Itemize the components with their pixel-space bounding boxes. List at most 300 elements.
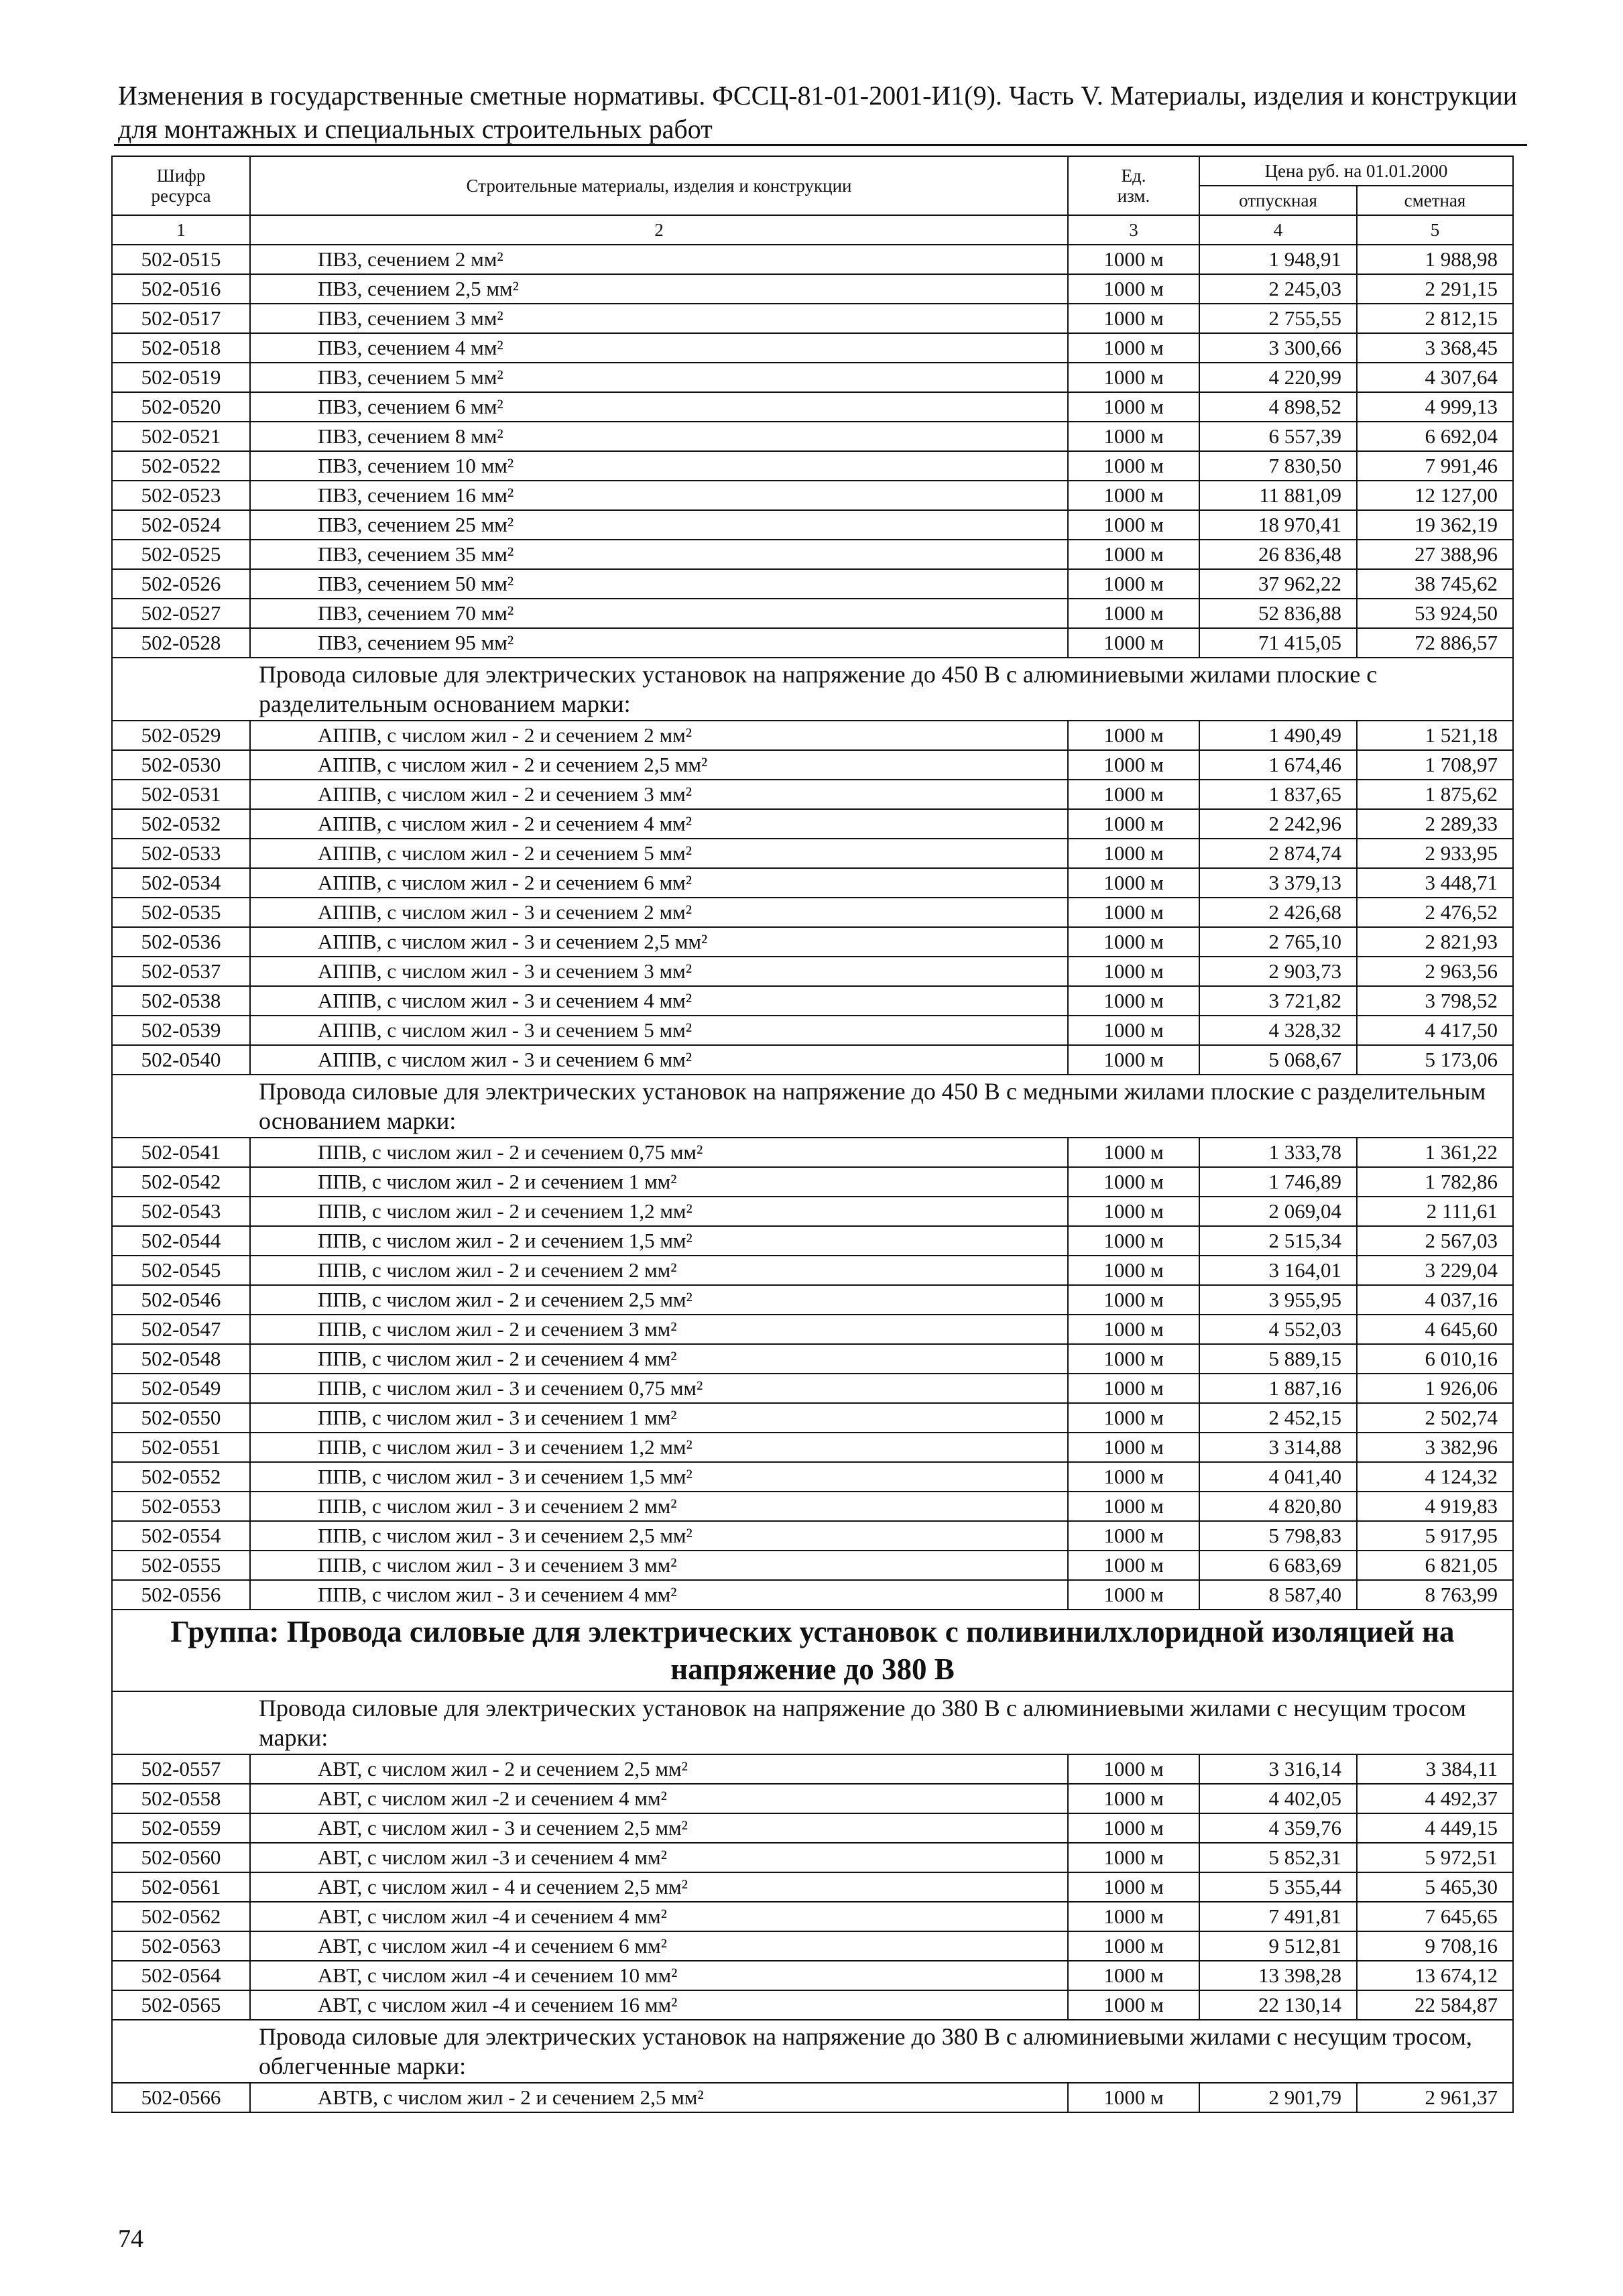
release-price: 4 402,05	[1199, 1784, 1357, 1813]
table-row	[112, 1226, 1513, 1256]
release-price: 71 415,05	[1199, 628, 1357, 658]
resource-code: 502-0532	[112, 809, 250, 839]
estimate-price: 5 173,06	[1357, 1045, 1513, 1075]
material-name: АВТ, с числом жил -4 и сечением 4 мм²	[250, 1902, 1068, 1931]
release-price: 52 836,88	[1199, 599, 1357, 628]
estimate-price: 1 361,22	[1357, 1138, 1513, 1167]
group-row	[112, 1610, 1513, 1691]
unit-of-measure: 1000 м	[1068, 750, 1199, 780]
material-name: ППВ, с числом жил - 2 и сечением 2 мм²	[250, 1256, 1068, 1285]
table-row	[112, 1843, 1513, 1872]
resource-code: 502-0540	[112, 1045, 250, 1075]
material-name: ПВ3, сечением 95 мм²	[250, 628, 1068, 658]
material-name: ПВ3, сечением 35 мм²	[250, 540, 1068, 569]
release-price: 4 820,80	[1199, 1492, 1357, 1521]
header-divider	[114, 144, 1527, 146]
estimate-price: 1 708,97	[1357, 750, 1513, 780]
release-price: 5 798,83	[1199, 1521, 1357, 1551]
material-name: АВТ, с числом жил -3 и сечением 4 мм²	[250, 1843, 1068, 1872]
table-row	[112, 1197, 1513, 1226]
release-price: 5 355,44	[1199, 1872, 1357, 1902]
header-price-estimate: сметная	[1357, 186, 1513, 215]
table-row	[112, 1580, 1513, 1610]
release-price: 4 041,40	[1199, 1462, 1357, 1492]
material-name: АППВ, с числом жил - 2 и сечением 2,5 мм²	[250, 750, 1068, 780]
estimate-price: 3 368,45	[1357, 333, 1513, 363]
estimate-price: 2 289,33	[1357, 809, 1513, 839]
estimate-price: 3 229,04	[1357, 1256, 1513, 1285]
resource-code: 502-0535	[112, 898, 250, 927]
table-row	[112, 1990, 1513, 2020]
table-row	[112, 1045, 1513, 1075]
unit-of-measure: 1000 м	[1068, 540, 1199, 569]
release-price: 2 765,10	[1199, 927, 1357, 957]
resource-code: 502-0546	[112, 1285, 250, 1315]
unit-of-measure: 1000 м	[1068, 1843, 1199, 1872]
release-price: 1 837,65	[1199, 780, 1357, 809]
release-price: 1 333,78	[1199, 1138, 1357, 1167]
unit-of-measure: 1000 м	[1068, 304, 1199, 333]
resource-code: 502-0538	[112, 986, 250, 1016]
estimate-price: 3 798,52	[1357, 986, 1513, 1016]
table-row	[112, 1931, 1513, 1961]
table-row	[112, 1902, 1513, 1931]
resource-code: 502-0542	[112, 1167, 250, 1197]
estimate-price: 12 127,00	[1357, 481, 1513, 510]
unit-of-measure: 1000 м	[1068, 1045, 1199, 1075]
unit-of-measure: 1000 м	[1068, 1961, 1199, 1990]
unit-of-measure: 1000 м	[1068, 1492, 1199, 1521]
resource-code: 502-0545	[112, 1256, 250, 1285]
estimate-price: 53 924,50	[1357, 599, 1513, 628]
release-price: 1 746,89	[1199, 1167, 1357, 1197]
table-row	[112, 1754, 1513, 1784]
resource-code: 502-0534	[112, 868, 250, 898]
resource-code: 502-0548	[112, 1344, 250, 1374]
release-price: 5 852,31	[1199, 1843, 1357, 1872]
estimate-price: 27 388,96	[1357, 540, 1513, 569]
estimate-price: 2 933,95	[1357, 839, 1513, 868]
estimate-price: 3 448,71	[1357, 868, 1513, 898]
resource-code: 502-0523	[112, 481, 250, 510]
estimate-price: 2 963,56	[1357, 957, 1513, 986]
resource-code: 502-0547	[112, 1315, 250, 1344]
section-heading: Провода силовые для электрических установок на напряжение до 450 В с алюминиевыми жилами плоские с разделительным основанием марки:	[112, 658, 1513, 721]
resource-code: 502-0530	[112, 750, 250, 780]
header-unit-line1: Ед.	[1121, 166, 1146, 186]
unit-of-measure: 1000 м	[1068, 1580, 1199, 1610]
estimate-price: 2 111,61	[1357, 1197, 1513, 1226]
header-unit-line2: изм.	[1117, 186, 1150, 206]
estimate-price: 72 886,57	[1357, 628, 1513, 658]
table-row	[112, 481, 1513, 510]
material-name: ППВ, с числом жил - 3 и сечением 2,5 мм²	[250, 1521, 1068, 1551]
material-name: ПВ3, сечением 10 мм²	[250, 451, 1068, 481]
table-row	[112, 304, 1513, 333]
estimate-price: 6 692,04	[1357, 422, 1513, 451]
material-name: АППВ, с числом жил - 3 и сечением 2,5 мм²	[250, 927, 1068, 957]
resource-code: 502-0527	[112, 599, 250, 628]
estimate-price: 19 362,19	[1357, 510, 1513, 540]
release-price: 5 889,15	[1199, 1344, 1357, 1374]
release-price: 37 962,22	[1199, 569, 1357, 599]
column-number: 5	[1357, 215, 1513, 245]
rows-a	[112, 245, 1513, 658]
estimate-price: 2 291,15	[1357, 274, 1513, 304]
unit-of-measure: 1000 м	[1068, 363, 1199, 392]
estimate-price: 4 449,15	[1357, 1813, 1513, 1843]
resource-code: 502-0554	[112, 1521, 250, 1551]
column-number: 2	[250, 215, 1068, 245]
estimate-price: 4 645,60	[1357, 1315, 1513, 1344]
section-heading: Провода силовые для электрических установок на напряжение до 380 В с алюминиевыми жилами с несущим тросом марки:	[112, 1691, 1513, 1754]
estimate-price: 2 961,37	[1357, 2083, 1513, 2112]
material-name: АППВ, с числом жил - 3 и сечением 2 мм²	[250, 898, 1068, 927]
rows-c	[112, 1138, 1513, 1610]
table-row	[112, 1344, 1513, 1374]
release-price: 2 874,74	[1199, 839, 1357, 868]
resource-code: 502-0529	[112, 721, 250, 750]
table-row	[112, 809, 1513, 839]
unit-of-measure: 1000 м	[1068, 1872, 1199, 1902]
resource-code: 502-0561	[112, 1872, 250, 1902]
section-row	[112, 2020, 1513, 2083]
table-row	[112, 721, 1513, 750]
header-unit	[1068, 156, 1199, 215]
resource-code: 502-0541	[112, 1138, 250, 1167]
release-price: 5 068,67	[1199, 1045, 1357, 1075]
table-row	[112, 1961, 1513, 1990]
resource-code: 502-0544	[112, 1226, 250, 1256]
table-row	[112, 1256, 1513, 1285]
material-name: ППВ, с числом жил - 3 и сечением 4 мм²	[250, 1580, 1068, 1610]
unit-of-measure: 1000 м	[1068, 481, 1199, 510]
resource-code: 502-0519	[112, 363, 250, 392]
unit-of-measure: 1000 м	[1068, 333, 1199, 363]
release-price: 2 901,79	[1199, 2083, 1357, 2112]
resource-code: 502-0537	[112, 957, 250, 986]
material-name: ПВ3, сечением 25 мм²	[250, 510, 1068, 540]
estimate-price: 13 674,12	[1357, 1961, 1513, 1990]
unit-of-measure: 1000 м	[1068, 1285, 1199, 1315]
unit-of-measure: 1000 м	[1068, 1138, 1199, 1167]
material-name: АВТ, с числом жил - 3 и сечением 2,5 мм²	[250, 1813, 1068, 1843]
unit-of-measure: 1000 м	[1068, 1403, 1199, 1433]
release-price: 3 379,13	[1199, 868, 1357, 898]
table-row	[112, 245, 1513, 274]
material-name: ППВ, с числом жил - 3 и сечением 1,2 мм²	[250, 1433, 1068, 1462]
unit-of-measure: 1000 м	[1068, 2083, 1199, 2112]
material-name: АППВ, с числом жил - 3 и сечением 3 мм²	[250, 957, 1068, 986]
section-row	[112, 658, 1513, 721]
table-row	[112, 1784, 1513, 1813]
unit-of-measure: 1000 м	[1068, 274, 1199, 304]
table-row	[112, 2083, 1513, 2112]
estimate-price: 2 476,52	[1357, 898, 1513, 927]
header-price: Цена руб. на 01.01.2000	[1199, 156, 1513, 186]
unit-of-measure: 1000 м	[1068, 1754, 1199, 1784]
unit-of-measure: 1000 м	[1068, 1784, 1199, 1813]
estimate-price: 9 708,16	[1357, 1931, 1513, 1961]
estimate-price: 4 417,50	[1357, 1016, 1513, 1045]
material-name: АППВ, с числом жил - 2 и сечением 5 мм²	[250, 839, 1068, 868]
material-name: ППВ, с числом жил - 3 и сечением 0,75 мм²	[250, 1374, 1068, 1403]
estimate-price: 4 492,37	[1357, 1784, 1513, 1813]
table-row	[112, 1315, 1513, 1344]
table-row	[112, 392, 1513, 422]
material-name: АВТ, с числом жил -4 и сечением 6 мм²	[250, 1931, 1068, 1961]
table-row	[112, 1285, 1513, 1315]
material-name: АППВ, с числом жил - 2 и сечением 6 мм²	[250, 868, 1068, 898]
table-row	[112, 540, 1513, 569]
release-price: 4 220,99	[1199, 363, 1357, 392]
table-row	[112, 451, 1513, 481]
document-header: Изменения в государственные сметные нормативы. ФССЦ-81-01-2001-И1(9). Часть V. Материалы, изделия и конструкции для монтажных и специальных строительных работ	[118, 80, 1518, 144]
unit-of-measure: 1000 м	[1068, 569, 1199, 599]
resource-code: 502-0516	[112, 274, 250, 304]
unit-of-measure: 1000 м	[1068, 422, 1199, 451]
release-price: 3 314,88	[1199, 1433, 1357, 1462]
resource-code: 502-0566	[112, 2083, 250, 2112]
section-heading: Провода силовые для электрических установок на напряжение до 380 В с алюминиевыми жилами с несущим тросом, облегченные марки:	[112, 2020, 1513, 2083]
table-row	[112, 898, 1513, 927]
material-name: ПВ3, сечением 8 мм²	[250, 422, 1068, 451]
release-price: 3 316,14	[1199, 1754, 1357, 1784]
unit-of-measure: 1000 м	[1068, 510, 1199, 540]
estimate-price: 5 465,30	[1357, 1872, 1513, 1902]
material-name: ППВ, с числом жил - 2 и сечением 4 мм²	[250, 1344, 1068, 1374]
table-row	[112, 1138, 1513, 1167]
release-price: 1 948,91	[1199, 245, 1357, 274]
estimate-price: 2 567,03	[1357, 1226, 1513, 1256]
material-name: АППВ, с числом жил - 2 и сечением 4 мм²	[250, 809, 1068, 839]
release-price: 22 130,14	[1199, 1990, 1357, 2020]
estimate-price: 4 307,64	[1357, 363, 1513, 392]
estimate-price: 2 812,15	[1357, 304, 1513, 333]
unit-of-measure: 1000 м	[1068, 1315, 1199, 1344]
unit-of-measure: 1000 м	[1068, 1902, 1199, 1931]
unit-of-measure: 1000 м	[1068, 245, 1199, 274]
material-name: АВТ, с числом жил -4 и сечением 16 мм²	[250, 1990, 1068, 2020]
unit-of-measure: 1000 м	[1068, 1551, 1199, 1580]
resource-code: 502-0555	[112, 1551, 250, 1580]
resource-code: 502-0565	[112, 1990, 250, 2020]
resource-code: 502-0531	[112, 780, 250, 809]
resource-code: 502-0556	[112, 1580, 250, 1610]
resource-code: 502-0563	[112, 1931, 250, 1961]
header-code-line2: ресурса	[151, 186, 211, 206]
unit-of-measure: 1000 м	[1068, 986, 1199, 1016]
release-price: 6 683,69	[1199, 1551, 1357, 1580]
unit-of-measure: 1000 м	[1068, 1931, 1199, 1961]
resource-code: 502-0557	[112, 1754, 250, 1784]
unit-of-measure: 1000 м	[1068, 599, 1199, 628]
material-name: АППВ, с числом жил - 2 и сечением 3 мм²	[250, 780, 1068, 809]
table-row	[112, 422, 1513, 451]
table-row	[112, 510, 1513, 540]
table-row	[112, 1492, 1513, 1521]
table-row	[112, 1813, 1513, 1843]
material-name: ППВ, с числом жил - 3 и сечением 3 мм²	[250, 1551, 1068, 1580]
release-price: 3 164,01	[1199, 1256, 1357, 1285]
resource-code: 502-0528	[112, 628, 250, 658]
table-row	[112, 868, 1513, 898]
estimate-price: 2 821,93	[1357, 927, 1513, 957]
material-name: ППВ, с числом жил - 2 и сечением 0,75 мм²	[250, 1138, 1068, 1167]
table-row	[112, 363, 1513, 392]
material-name: АВТ, с числом жил - 2 и сечением 2,5 мм²	[250, 1754, 1068, 1784]
unit-of-measure: 1000 м	[1068, 868, 1199, 898]
material-name: ПВ3, сечением 6 мм²	[250, 392, 1068, 422]
unit-of-measure: 1000 м	[1068, 1344, 1199, 1374]
material-name: ПВ3, сечением 16 мм²	[250, 481, 1068, 510]
unit-of-measure: 1000 м	[1068, 628, 1199, 658]
material-name: АППВ, с числом жил - 3 и сечением 5 мм²	[250, 1016, 1068, 1045]
unit-of-measure: 1000 м	[1068, 721, 1199, 750]
material-name: ПВ3, сечением 3 мм²	[250, 304, 1068, 333]
resource-code: 502-0518	[112, 333, 250, 363]
table-row	[112, 927, 1513, 957]
estimate-price: 6 010,16	[1357, 1344, 1513, 1374]
column-number-row	[112, 215, 1513, 245]
release-price: 2 245,03	[1199, 274, 1357, 304]
estimate-price: 7 991,46	[1357, 451, 1513, 481]
estimate-price: 38 745,62	[1357, 569, 1513, 599]
estimate-price: 22 584,87	[1357, 1990, 1513, 2020]
material-name: ПВ3, сечением 50 мм²	[250, 569, 1068, 599]
material-name: АВТВ, с числом жил - 2 и сечением 2,5 мм²	[250, 2083, 1068, 2112]
table-row	[112, 1016, 1513, 1045]
resource-code: 502-0550	[112, 1403, 250, 1433]
table-row	[112, 839, 1513, 868]
release-price: 18 970,41	[1199, 510, 1357, 540]
material-name: АВТ, с числом жил - 4 и сечением 2,5 мм²	[250, 1872, 1068, 1902]
column-number: 4	[1199, 215, 1357, 245]
resource-code: 502-0536	[112, 927, 250, 957]
unit-of-measure: 1000 м	[1068, 1226, 1199, 1256]
rows-d	[112, 1754, 1513, 2020]
unit-of-measure: 1000 м	[1068, 1813, 1199, 1843]
header-name: Строительные материалы, изделия и конструкции	[250, 156, 1068, 215]
release-price: 4 552,03	[1199, 1315, 1357, 1344]
material-name: ППВ, с числом жил - 3 и сечением 1 мм²	[250, 1403, 1068, 1433]
table-row	[112, 1872, 1513, 1902]
material-name: ПВ3, сечением 2 мм²	[250, 245, 1068, 274]
table-row	[112, 274, 1513, 304]
release-price: 4 359,76	[1199, 1813, 1357, 1843]
release-price: 9 512,81	[1199, 1931, 1357, 1961]
estimate-price: 3 382,96	[1357, 1433, 1513, 1462]
resource-code: 502-0564	[112, 1961, 250, 1990]
resource-code: 502-0558	[112, 1784, 250, 1813]
material-name: АВТ, с числом жил -4 и сечением 10 мм²	[250, 1961, 1068, 1990]
resource-code: 502-0525	[112, 540, 250, 569]
resource-code: 502-0562	[112, 1902, 250, 1931]
page-number: 74	[118, 2225, 143, 2253]
estimate-price: 4 919,83	[1357, 1492, 1513, 1521]
unit-of-measure: 1000 м	[1068, 839, 1199, 868]
release-price: 6 557,39	[1199, 422, 1357, 451]
material-name: ПВ3, сечением 5 мм²	[250, 363, 1068, 392]
unit-of-measure: 1000 м	[1068, 1990, 1199, 2020]
resource-code: 502-0559	[112, 1813, 250, 1843]
section-heading: Провода силовые для электрических установок на напряжение до 450 В с медными жилами плоские с разделительным основанием марки:	[112, 1075, 1513, 1138]
table-row	[112, 599, 1513, 628]
release-price: 7 491,81	[1199, 1902, 1357, 1931]
estimate-price: 6 821,05	[1357, 1551, 1513, 1580]
resource-code: 502-0551	[112, 1433, 250, 1462]
resource-code: 502-0543	[112, 1197, 250, 1226]
resource-code: 502-0553	[112, 1492, 250, 1521]
release-price: 1 887,16	[1199, 1374, 1357, 1403]
estimate-price: 4 999,13	[1357, 392, 1513, 422]
release-price: 2 426,68	[1199, 898, 1357, 927]
resource-code: 502-0539	[112, 1016, 250, 1045]
unit-of-measure: 1000 м	[1068, 1521, 1199, 1551]
material-name: ПВ3, сечением 2,5 мм²	[250, 274, 1068, 304]
table-row	[112, 1521, 1513, 1551]
resource-code: 502-0552	[112, 1462, 250, 1492]
release-price: 1 490,49	[1199, 721, 1357, 750]
estimate-price: 8 763,99	[1357, 1580, 1513, 1610]
group-heading: Группа: Провода силовые для электрических установок с поливинилхлоридной изоляцией на напряжение до 380 В	[112, 1610, 1513, 1691]
release-price: 2 515,34	[1199, 1226, 1357, 1256]
unit-of-measure: 1000 м	[1068, 1462, 1199, 1492]
estimate-price: 1 782,86	[1357, 1167, 1513, 1197]
table-row	[112, 1403, 1513, 1433]
table-row	[112, 780, 1513, 809]
table-row	[112, 1374, 1513, 1403]
header-code	[112, 156, 250, 215]
release-price: 11 881,09	[1199, 481, 1357, 510]
unit-of-measure: 1000 м	[1068, 451, 1199, 481]
rows-b	[112, 721, 1513, 1075]
release-price: 4 898,52	[1199, 392, 1357, 422]
resource-code: 502-0560	[112, 1843, 250, 1872]
resource-code: 502-0533	[112, 839, 250, 868]
unit-of-measure: 1000 м	[1068, 1433, 1199, 1462]
unit-of-measure: 1000 м	[1068, 1167, 1199, 1197]
material-name: ПВ3, сечением 4 мм²	[250, 333, 1068, 363]
table-row	[112, 628, 1513, 658]
release-price: 3 721,82	[1199, 986, 1357, 1016]
release-price: 4 328,32	[1199, 1016, 1357, 1045]
resource-code: 502-0521	[112, 422, 250, 451]
resource-code: 502-0526	[112, 569, 250, 599]
estimate-price: 2 502,74	[1357, 1403, 1513, 1433]
table-row	[112, 1551, 1513, 1580]
estimate-price: 4 037,16	[1357, 1285, 1513, 1315]
unit-of-measure: 1000 м	[1068, 780, 1199, 809]
unit-of-measure: 1000 м	[1068, 1256, 1199, 1285]
resource-code: 502-0549	[112, 1374, 250, 1403]
rows-e	[112, 2083, 1513, 2112]
resource-code: 502-0524	[112, 510, 250, 540]
unit-of-measure: 1000 м	[1068, 927, 1199, 957]
unit-of-measure: 1000 м	[1068, 898, 1199, 927]
section-row	[112, 1075, 1513, 1138]
material-name: ППВ, с числом жил - 2 и сечением 1,5 мм²	[250, 1226, 1068, 1256]
release-price: 8 587,40	[1199, 1580, 1357, 1610]
release-price: 2 069,04	[1199, 1197, 1357, 1226]
unit-of-measure: 1000 м	[1068, 957, 1199, 986]
release-price: 13 398,28	[1199, 1961, 1357, 1990]
table-row	[112, 1433, 1513, 1462]
release-price: 2 903,73	[1199, 957, 1357, 986]
unit-of-measure: 1000 м	[1068, 809, 1199, 839]
material-name: АППВ, с числом жил - 3 и сечением 6 мм²	[250, 1045, 1068, 1075]
table-row	[112, 1167, 1513, 1197]
